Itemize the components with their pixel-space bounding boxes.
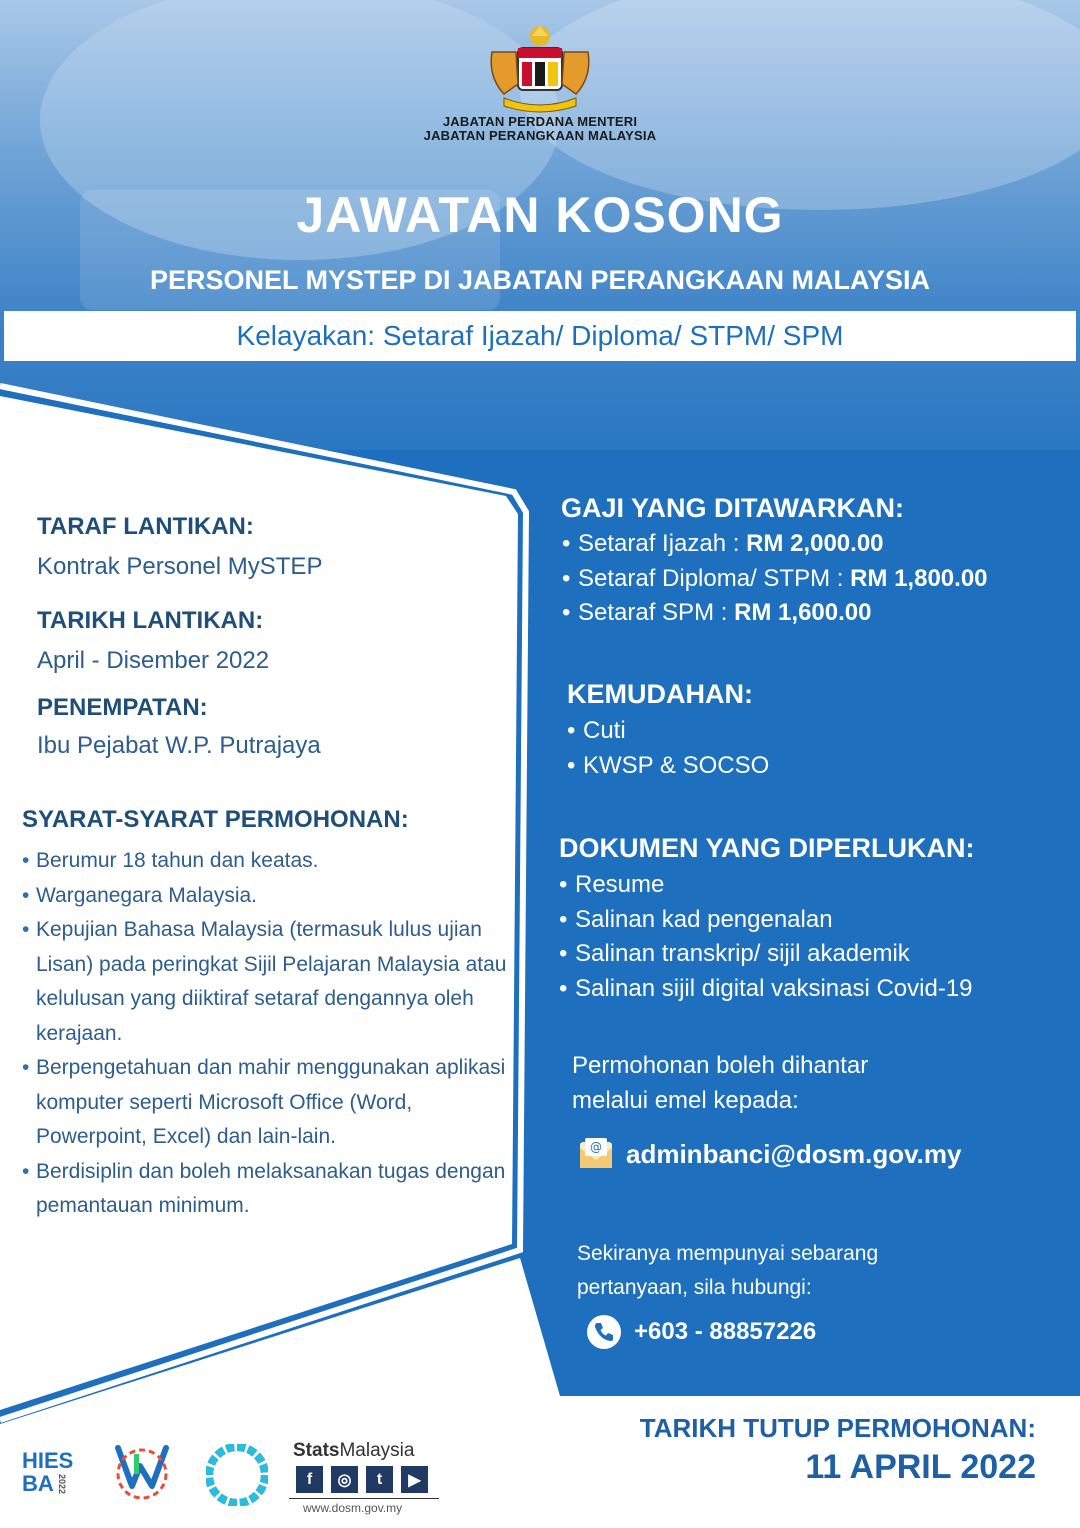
benefits-title: KEMUDAHAN: [567, 679, 753, 709]
page-title: JAWATAN KOSONG [296, 187, 784, 243]
salary-item-amount: RM 2,000.00 [746, 530, 884, 557]
documents-list [559, 868, 973, 1006]
salary-item-amount: RM 1,600.00 [734, 599, 872, 626]
hies-logo-bottom: BA [22, 1471, 54, 1496]
appointment-date-value: April - Disember 2022 [37, 647, 270, 674]
statsmalaysia-brand [293, 1440, 414, 1462]
closing-date: 11 APRIL 2022 [805, 1448, 1036, 1486]
brand-bold: Stats [293, 1440, 340, 1461]
salary-list [562, 527, 988, 631]
crest-caption-line2: JABATAN PERANGKAAN MALAYSIA [423, 128, 657, 143]
document-item: • Salinan kad pengenalan [559, 903, 973, 938]
requirement-item: • Berpengetahuan dan mahir menggunakan aplikasi komputer seperti Microsoft Office (Word, Powerpoint, Excel) dan lain-lain. [22, 1051, 522, 1155]
requirement-item: • Warganegara Malaysia. [22, 879, 522, 914]
salary-item [562, 527, 988, 562]
appointment-type-value: Kontrak Personel MySTEP [37, 553, 323, 580]
phone-contact[interactable] [586, 1314, 816, 1350]
email-intro-line1: Permohonan boleh dihantar [572, 1052, 869, 1079]
salary-item-label: Setaraf Ijazah : [578, 530, 747, 557]
sdg-logo [206, 1444, 268, 1506]
crest-caption-line1: JABATAN PERDANA MENTERI [442, 114, 638, 129]
benefits-list [567, 714, 769, 783]
youtube-icon[interactable]: ▶ [401, 1466, 428, 1493]
document-item: • Salinan sijil digital vaksinasi Covid-19 [559, 972, 973, 1007]
salary-title: GAJI YANG DITAWARKAN: [561, 493, 905, 523]
instagram-icon[interactable]: ◎ [331, 1466, 358, 1493]
email-intro-line2: melalui emel kepada: [572, 1087, 799, 1114]
qualification-text: Kelayakan: Setaraf Ijazah/ Diploma/ STPM/ SPM [236, 320, 844, 351]
social-links [296, 1466, 428, 1493]
census-logo [112, 1438, 172, 1502]
document-item: • Resume [559, 868, 973, 903]
requirements-list [22, 844, 522, 1224]
hies-logo-top: HIES [22, 1448, 74, 1473]
email-address[interactable]: adminbanci@dosm.gov.my [626, 1138, 962, 1169]
salary-item [562, 596, 988, 631]
appointment-date-label: TARIKH LANTIKAN: [37, 607, 264, 634]
page-subtitle: PERSONEL MYSTEP DI JABATAN PERANGKAAN MALAYSIA [149, 265, 931, 295]
hies-logo-year: 2022 [56, 1473, 67, 1495]
phone-icon [586, 1314, 622, 1350]
phone-number[interactable]: +603 - 88857226 [634, 1318, 817, 1345]
document-item: • Salinan transkrip/ sijil akademik [559, 937, 973, 972]
documents-title: DOKUMEN YANG DIPERLUKAN: [559, 833, 975, 863]
benefit-item: • KWSP & SOCSO [567, 749, 769, 784]
placement-label: PENEMPATAN: [37, 694, 208, 721]
salary-item-label: Setaraf Diploma/ STPM : [578, 564, 851, 592]
salary-item [562, 562, 988, 597]
salary-item-label: Setaraf SPM : [578, 599, 735, 626]
website-link[interactable]: www.dosm.gov.my [303, 1501, 403, 1515]
phone-intro-line2: pertanyaan, sila hubungi: [577, 1276, 812, 1299]
divider [289, 1498, 439, 1499]
twitter-icon[interactable]: t [366, 1466, 393, 1493]
envelope-icon [576, 1134, 616, 1174]
facebook-icon[interactable]: f [296, 1466, 323, 1493]
svg-text:@: @ [590, 1140, 602, 1154]
requirements-title: SYARAT-SYARAT PERMOHONAN: [22, 806, 409, 833]
benefit-item: • Cuti [567, 714, 769, 749]
phone-intro-line1: Sekiranya mempunyai sebarang [577, 1242, 879, 1265]
requirement-item: • Berdisiplin dan boleh melaksanakan tugas dengan pemantauan minimum. [22, 1155, 522, 1224]
hies-logo [22, 1450, 73, 1496]
requirement-item: • Berumur 18 tahun dan keatas. [22, 844, 522, 879]
closing-label: TARIKH TUTUP PERMOHONAN: [639, 1413, 1036, 1443]
brand-rest: Malaysia [339, 1440, 415, 1461]
placement-value: Ibu Pejabat W.P. Putrajaya [37, 732, 321, 759]
requirement-item: • Kepujian Bahasa Malaysia (termasuk lulus ujian Lisan) pada peringkat Sijil Pelajaran Malaysia atau kelulusan yang diiktiraf setaraf dengannya oleh kerajaan. [22, 913, 522, 1051]
salary-item-amount: RM 1,800.00 [850, 564, 988, 592]
appointment-type-label: TARAF LANTIKAN: [37, 513, 254, 540]
email-contact[interactable] [576, 1134, 962, 1174]
